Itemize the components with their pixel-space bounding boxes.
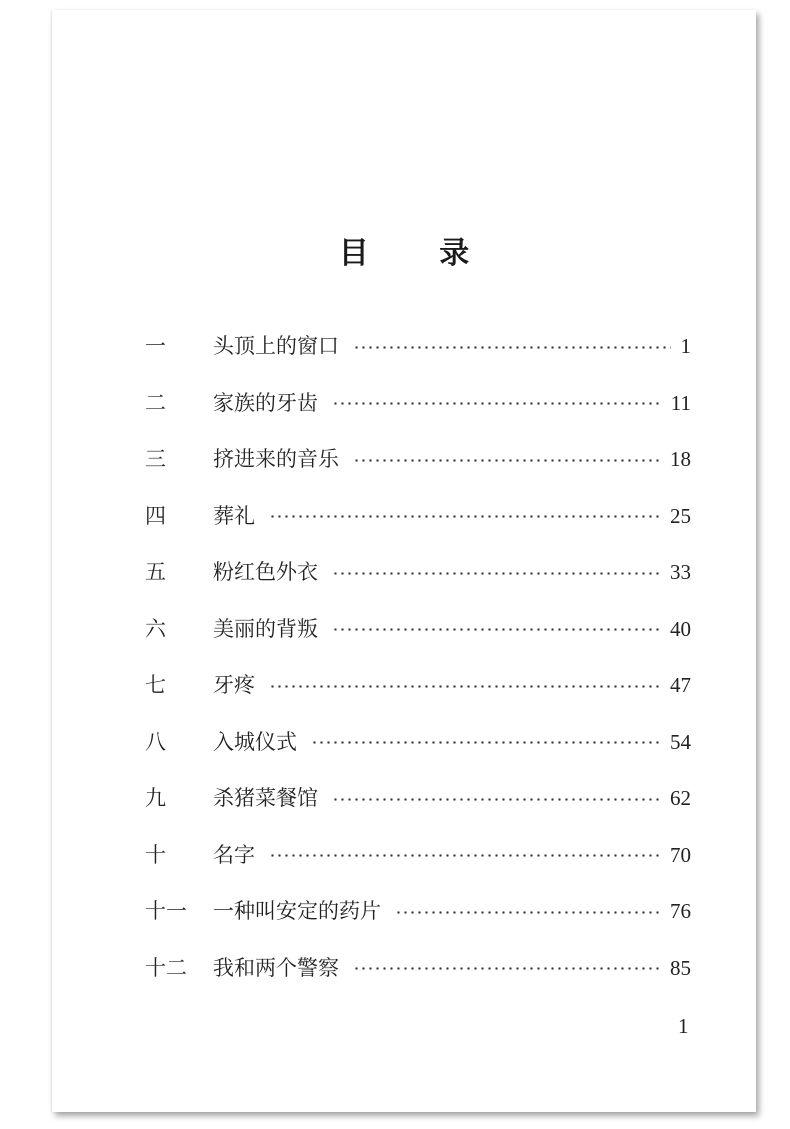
chapter-title: 家族的牙齿 xyxy=(213,390,318,415)
toc-entry[interactable] xyxy=(145,601,691,658)
chapter-page-number: 1 xyxy=(680,334,691,358)
book-page xyxy=(52,10,756,1112)
dot-leader xyxy=(332,798,660,801)
dot-leader xyxy=(332,402,661,405)
toc-entry[interactable] xyxy=(145,827,691,884)
chapter-title: 名字 xyxy=(213,842,255,867)
chapter-number: 十二 xyxy=(145,955,187,980)
chapter-number: 七 xyxy=(145,673,166,697)
chapter-title: 葬礼 xyxy=(213,503,255,528)
toc-entry[interactable] xyxy=(145,657,691,714)
chapter-number: 五 xyxy=(145,560,166,584)
dot-leader xyxy=(353,967,660,970)
chapter-title: 我和两个警察 xyxy=(213,955,339,980)
chapter-number: 九 xyxy=(145,786,166,810)
chapter-title: 挤进来的音乐 xyxy=(213,447,339,471)
chapter-number: 四 xyxy=(145,503,166,528)
chapter-page-number: 54 xyxy=(670,729,691,754)
page-title: 目 录 xyxy=(338,236,500,271)
toc-entry[interactable] xyxy=(145,488,691,545)
toc-entry[interactable] xyxy=(145,883,691,940)
chapter-page-number: 85 xyxy=(670,955,691,980)
chapter-title: 一种叫安定的药片 xyxy=(213,899,381,923)
chapter-number: 三 xyxy=(145,447,166,471)
toc-entry[interactable] xyxy=(145,375,691,432)
toc-entry[interactable] xyxy=(145,318,691,375)
page-folio-number: 1 xyxy=(678,1014,689,1038)
dot-leader xyxy=(332,628,660,631)
chapter-title: 美丽的背叛 xyxy=(213,616,318,641)
toc-entry[interactable] xyxy=(145,770,691,827)
dot-leader xyxy=(311,741,660,744)
chapter-page-number: 70 xyxy=(670,842,691,867)
dot-leader xyxy=(353,459,660,462)
chapter-page-number: 33 xyxy=(670,560,691,584)
dot-leader xyxy=(269,515,660,518)
chapter-number: 八 xyxy=(145,729,166,754)
toc-entry[interactable] xyxy=(145,544,691,601)
chapter-title: 头顶上的窗口 xyxy=(213,334,339,358)
chapter-title: 牙疼 xyxy=(213,673,255,697)
dot-leader xyxy=(269,685,660,688)
chapter-title: 入城仪式 xyxy=(213,729,297,754)
chapter-page-number: 25 xyxy=(670,503,691,528)
chapter-page-number: 40 xyxy=(670,616,691,641)
chapter-number: 十 xyxy=(145,842,166,867)
chapter-title: 粉红色外衣 xyxy=(213,560,318,584)
chapter-number: 六 xyxy=(145,616,166,641)
dot-leader xyxy=(395,911,660,914)
chapter-page-number: 47 xyxy=(670,673,691,697)
chapter-page-number: 11 xyxy=(670,390,691,415)
chapter-page-number: 76 xyxy=(670,899,691,923)
dot-leader xyxy=(269,854,660,857)
chapter-page-number: 18 xyxy=(670,447,691,471)
chapter-number: 二 xyxy=(145,390,166,415)
chapter-number: 十一 xyxy=(145,899,187,923)
table-of-contents xyxy=(145,318,691,996)
toc-entry[interactable] xyxy=(145,940,691,997)
chapter-page-number: 62 xyxy=(670,786,691,810)
chapter-title: 杀猪菜餐馆 xyxy=(213,786,318,810)
toc-entry[interactable] xyxy=(145,431,691,488)
toc-entry[interactable] xyxy=(145,714,691,771)
dot-leader xyxy=(332,572,660,575)
dot-leader xyxy=(353,346,671,349)
chapter-number: 一 xyxy=(145,334,166,358)
